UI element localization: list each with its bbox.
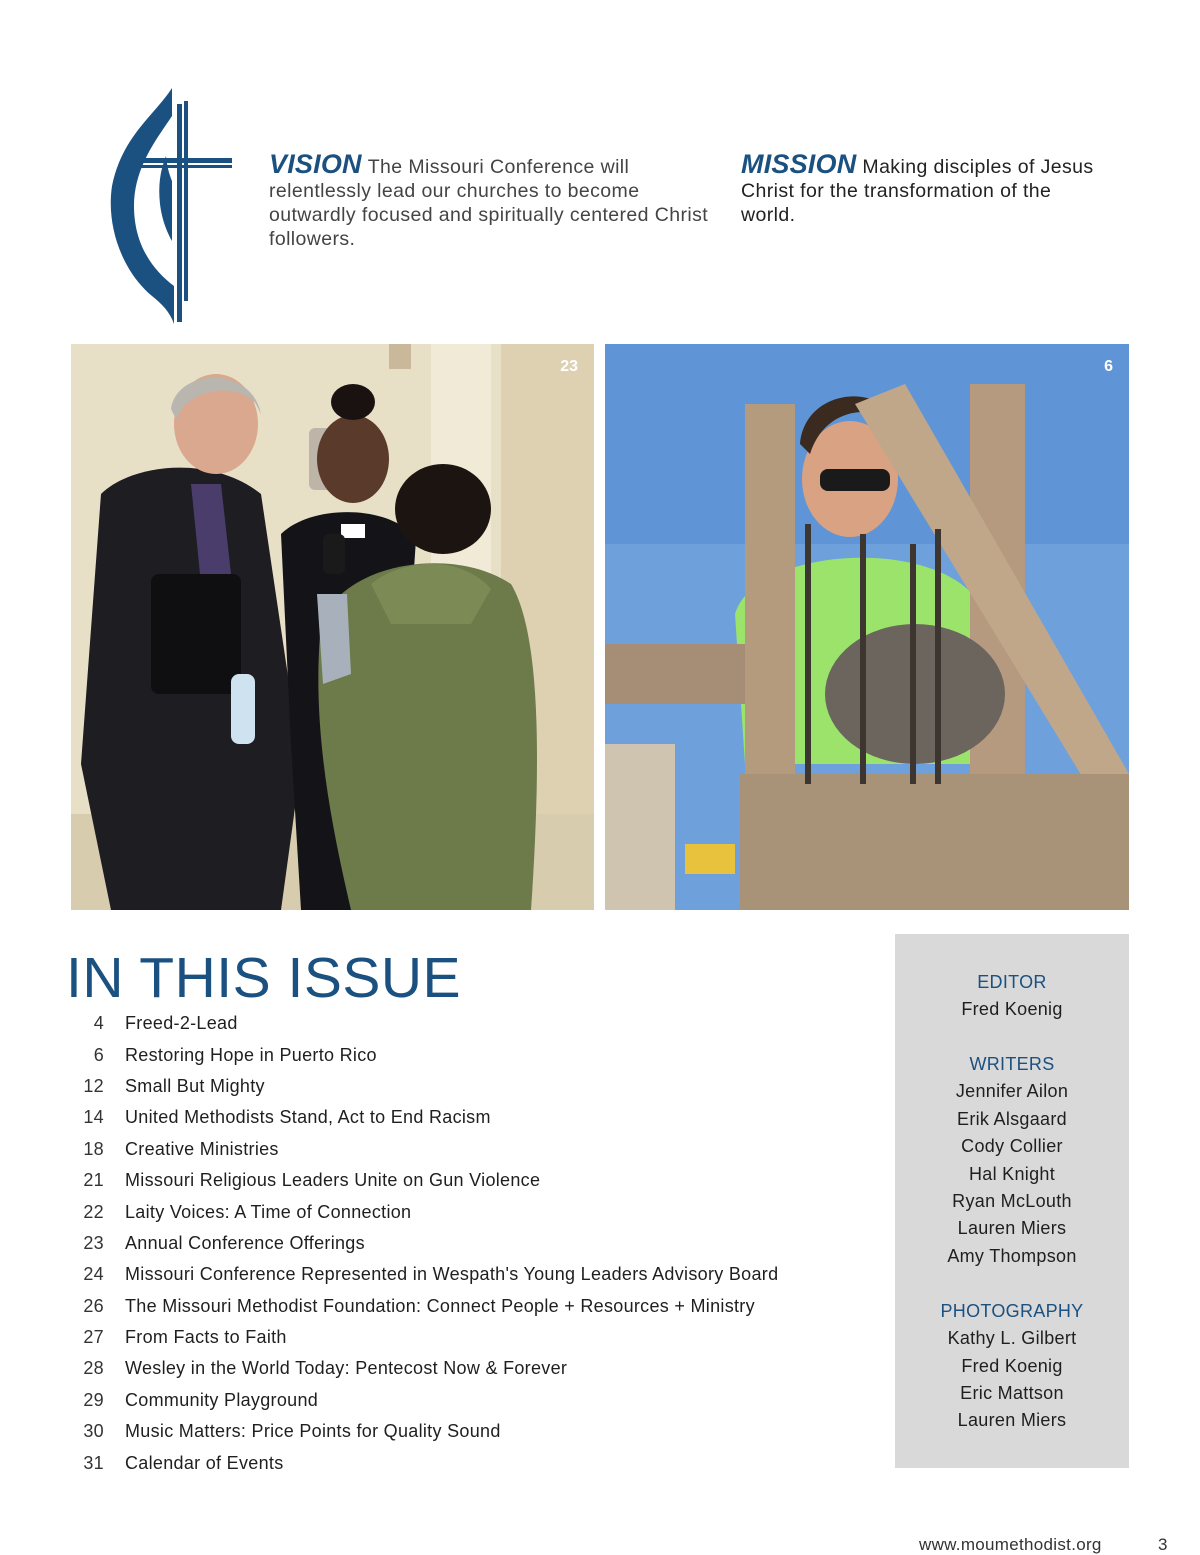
toc-page-number: 31 [83, 1452, 104, 1473]
toc-article-title: Music Matters: Price Points for Quality Sound [125, 1421, 501, 1442]
toc-row[interactable] [66, 1291, 866, 1322]
vision-statement [269, 149, 709, 251]
toc-page-number: 12 [83, 1075, 104, 1096]
photographer-list [895, 1325, 1129, 1435]
photo-construction [605, 344, 1129, 910]
toc-article-title: Freed-2-Lead [125, 1013, 238, 1034]
vision-text: The Missouri Conference will relentlessly lead our churches to become outwardly focused and spiritually centered Christ followers. [269, 156, 709, 250]
toc-article-title: Laity Voices: A Time of Connection [125, 1201, 412, 1222]
photo-interview [71, 344, 594, 910]
toc-article-title: Creative Ministries [125, 1138, 279, 1159]
table-of-contents [66, 1008, 866, 1479]
toc-row[interactable] [66, 1447, 866, 1478]
toc-row[interactable] [66, 1196, 866, 1227]
toc-page-number: 30 [83, 1421, 104, 1442]
credit-name: Fred Koenig [961, 1355, 1063, 1376]
editor-list [895, 996, 1129, 1023]
toc-article-title: Small But Mighty [125, 1075, 265, 1096]
toc-row[interactable] [66, 1416, 866, 1447]
toc-page-number: 21 [83, 1170, 104, 1191]
footer-page-number: 3 [1158, 1535, 1168, 1554]
credit-name: Ryan McLouth [952, 1190, 1072, 1211]
credit-name: Eric Mattson [960, 1382, 1064, 1403]
toc-page-number: 18 [83, 1138, 104, 1159]
toc-article-title: Missouri Religious Leaders Unite on Gun Violence [125, 1170, 541, 1191]
credit-name: Erik Alsgaard [957, 1108, 1067, 1129]
photography-heading: PHOTOGRAPHY [940, 1301, 1084, 1322]
credit-name: Lauren Miers [957, 1218, 1067, 1239]
photo-page-number: 6 [1104, 358, 1113, 375]
toc-article-title: Restoring Hope in Puerto Rico [125, 1044, 377, 1065]
staff-credits-box [895, 934, 1129, 1468]
toc-article-title: Community Playground [125, 1389, 319, 1410]
toc-article-title: Wesley in the World Today: Pentecost Now & Forever [125, 1358, 568, 1379]
writers-heading: WRITERS [969, 1054, 1055, 1075]
toc-page-number: 6 [93, 1044, 104, 1065]
toc-page-number: 22 [83, 1201, 104, 1222]
toc-article-title: Missouri Conference Represented in Wespath's Young Leaders Advisory Board [125, 1264, 779, 1285]
credit-name: Amy Thompson [947, 1245, 1077, 1266]
toc-article-title: United Methodists Stand, Act to End Racism [125, 1107, 491, 1128]
credit-name: Kathy L. Gilbert [947, 1328, 1077, 1349]
toc-row[interactable] [66, 1102, 866, 1133]
toc-row[interactable] [66, 1165, 866, 1196]
cross-flame-logo [104, 86, 236, 326]
toc-page-number: 27 [83, 1327, 104, 1348]
mission-text: Making disciples of Jesus Christ for the transformation of the world. [741, 156, 1094, 226]
toc-article-title: Calendar of Events [125, 1452, 284, 1473]
toc-row[interactable] [66, 1228, 866, 1259]
toc-page-number: 23 [83, 1232, 104, 1253]
toc-row[interactable] [66, 1008, 866, 1039]
credit-name: Fred Koenig [961, 999, 1063, 1019]
editor-heading: EDITOR [977, 972, 1047, 992]
toc-row[interactable] [66, 1385, 866, 1416]
credit-name: Jennifer Ailon [955, 1081, 1069, 1102]
footer-url[interactable]: www.moumethodist.org [919, 1535, 1102, 1554]
toc-article-title: The Missouri Methodist Foundation: Connect People + Resources + Ministry [125, 1295, 755, 1316]
toc-row[interactable] [66, 1353, 866, 1384]
mission-keyword: MISSION [741, 149, 857, 179]
credit-name: Cody Collier [961, 1136, 1063, 1157]
toc-page-number: 24 [83, 1264, 104, 1285]
toc-article-title: Annual Conference Offerings [125, 1232, 365, 1253]
toc-page-number: 4 [93, 1013, 104, 1034]
writer-list [895, 1078, 1129, 1270]
toc-page-number: 29 [83, 1389, 104, 1410]
toc-row[interactable] [66, 1039, 866, 1070]
photo-page-number: 23 [560, 358, 578, 375]
toc-row[interactable] [66, 1071, 866, 1102]
toc-row[interactable] [66, 1134, 866, 1165]
in-this-issue-heading: IN THIS ISSUE [66, 946, 462, 1010]
toc-row[interactable] [66, 1259, 866, 1290]
vision-keyword: VISION [269, 149, 362, 179]
toc-page-number: 28 [83, 1358, 104, 1379]
toc-page-number: 14 [83, 1107, 104, 1128]
mission-statement [741, 149, 1101, 227]
credit-name: Lauren Miers [957, 1410, 1067, 1431]
toc-row[interactable] [66, 1322, 866, 1353]
toc-page-number: 26 [83, 1295, 104, 1316]
toc-article-title: From Facts to Faith [125, 1327, 287, 1348]
credit-name: Hal Knight [968, 1163, 1056, 1184]
